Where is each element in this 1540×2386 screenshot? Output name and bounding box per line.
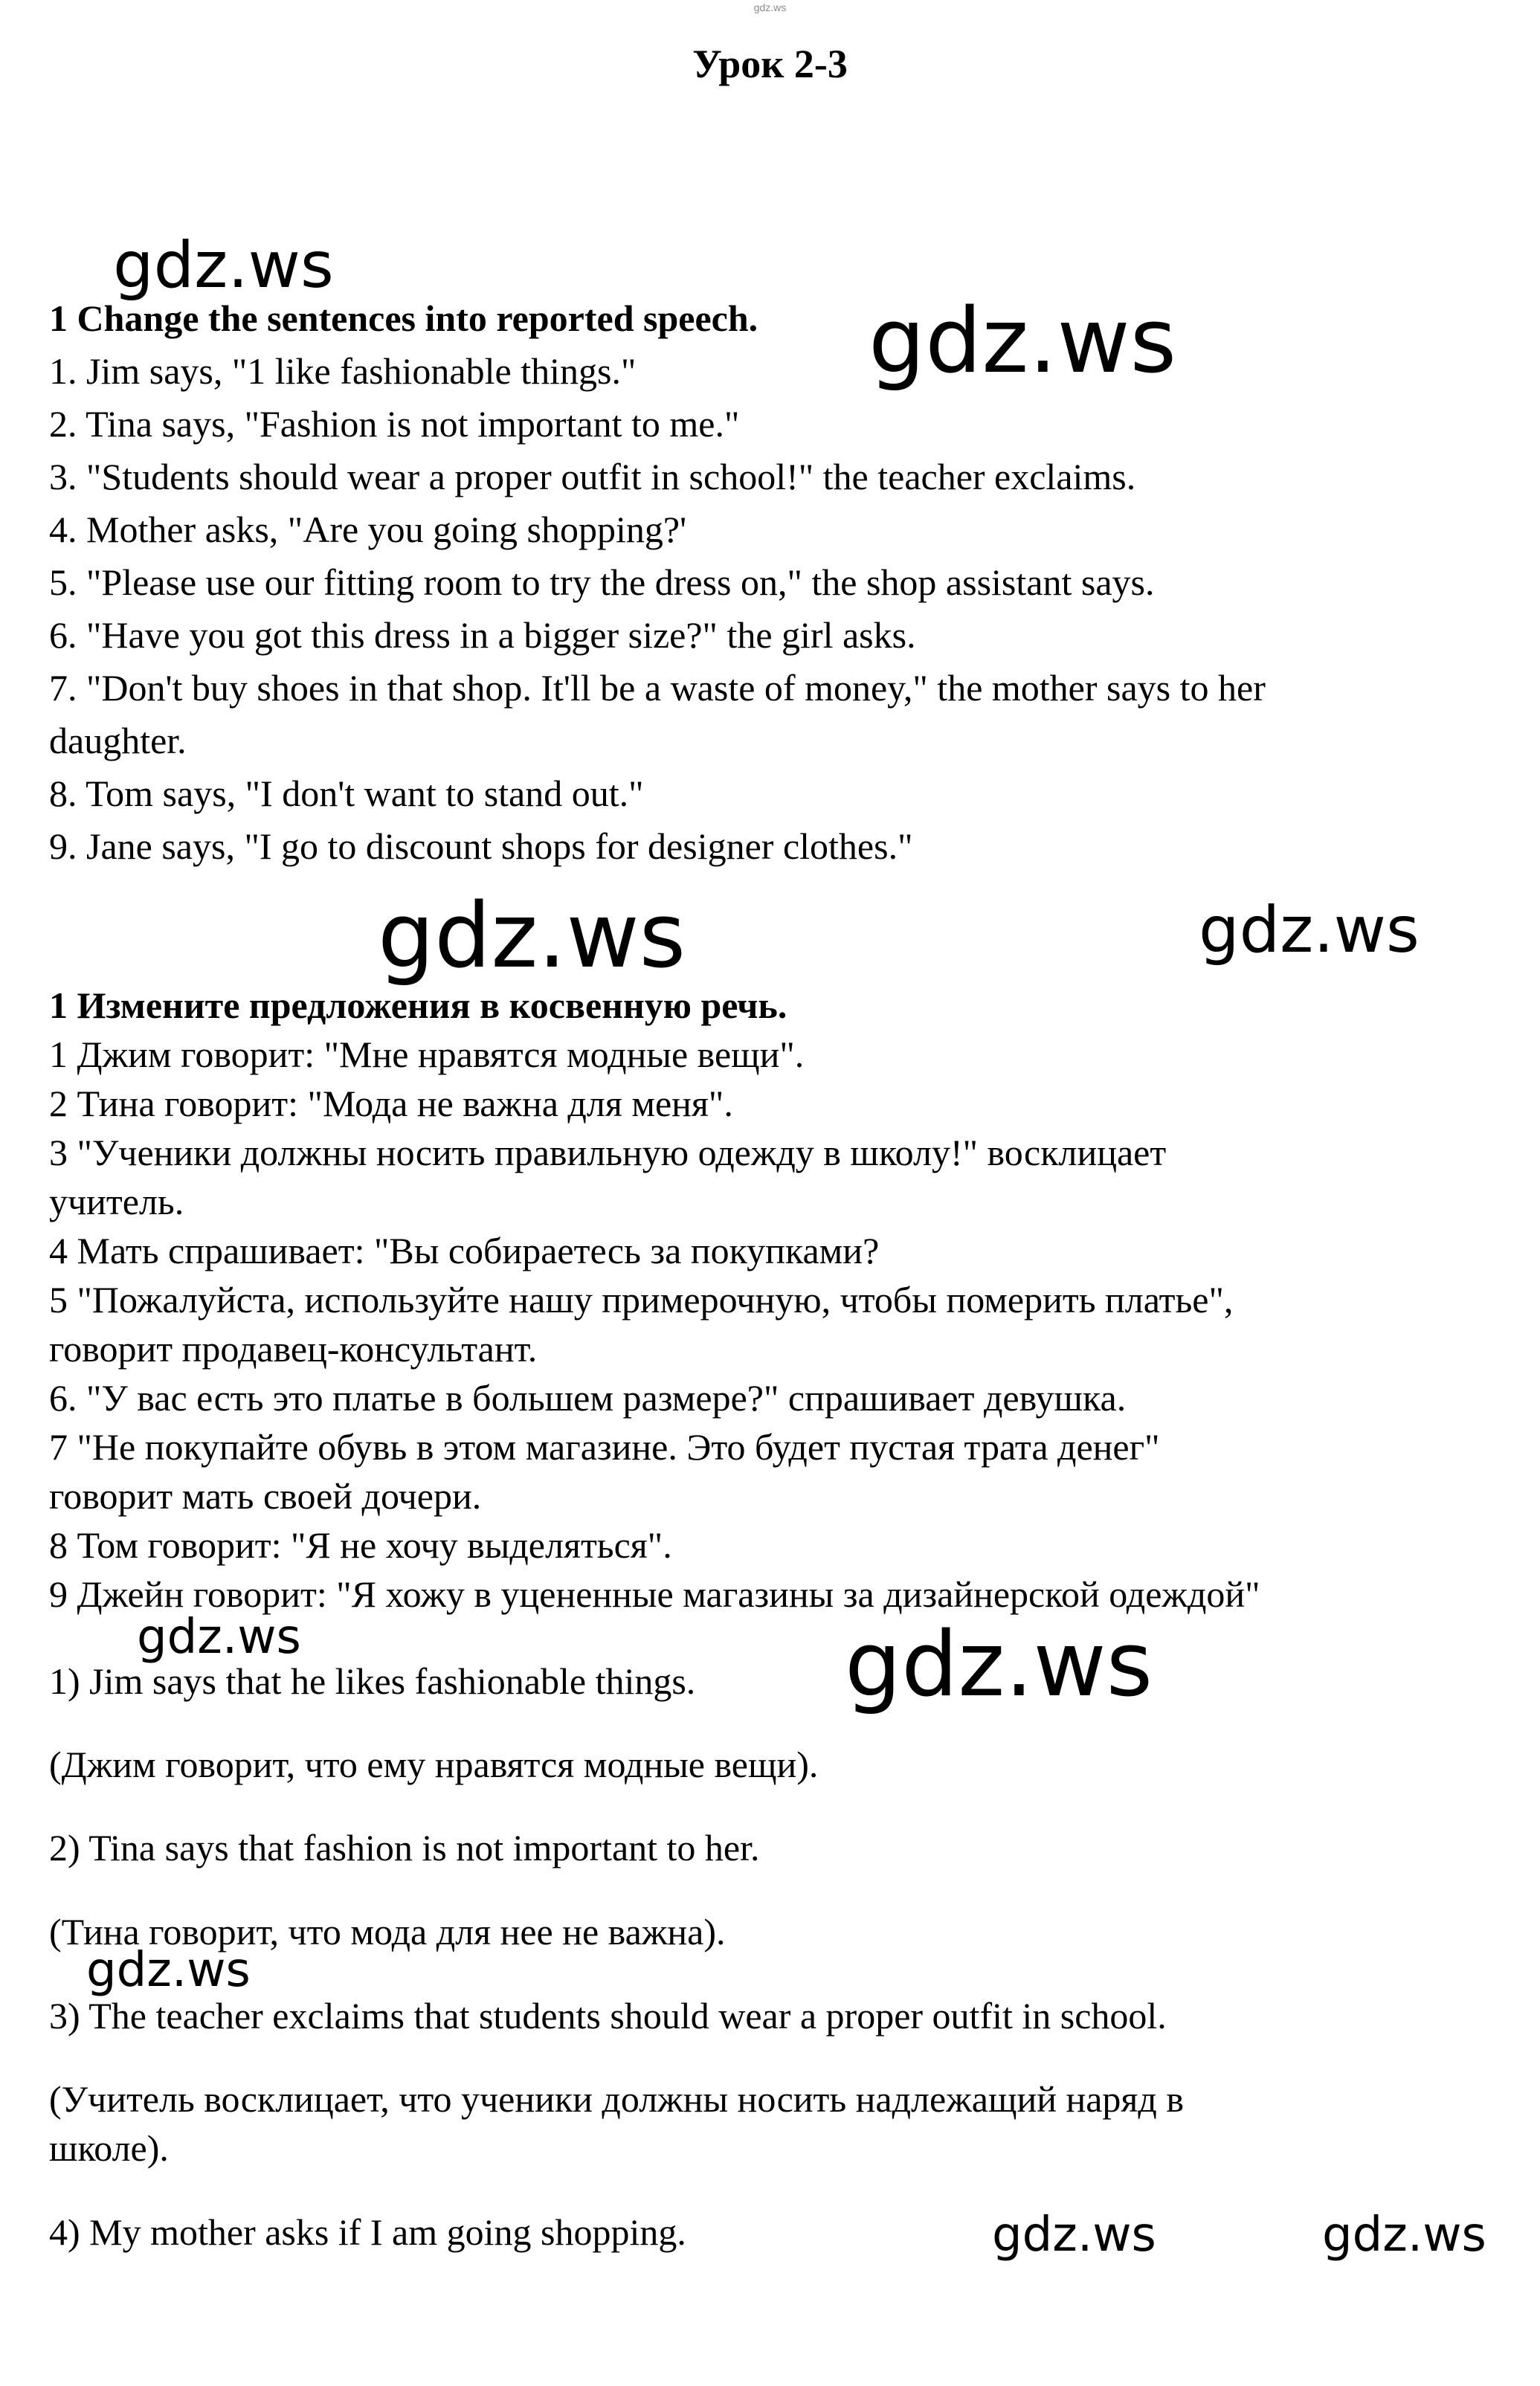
answer-block — [49, 1991, 1499, 2040]
answer-ru: школе). — [49, 2127, 169, 2169]
answer-en: 2) Tina says that fashion is not important to her. — [49, 1827, 760, 1869]
exercise-en — [49, 292, 1499, 873]
exercise-en-line: 7. "Don't buy shoes in that shop. It'll be a waste of money," the mother says to her — [49, 667, 1266, 709]
answer-block — [49, 2074, 1499, 2173]
answer-en: 1) Jim says that he likes fashionable things. — [49, 1660, 696, 1702]
answer-block — [49, 1740, 1499, 1789]
exercise-ru-line: говорит продавец-консультант. — [49, 1328, 538, 1370]
watermark: gdz.ws — [869, 290, 1177, 393]
answer-en: 4) My mother asks if I am going shopping. — [49, 2211, 686, 2253]
answer-block — [49, 2208, 1499, 2263]
watermark: gdz.ws — [378, 885, 686, 988]
watermark: gdz.ws — [86, 1943, 251, 1998]
watermark: gdz.ws — [113, 228, 334, 303]
exercise-ru — [49, 981, 1499, 1619]
watermark: gdz.ws — [845, 1613, 1153, 1717]
watermark: gdz.ws — [1322, 2208, 1486, 2263]
page-title: Урок 2-3 — [692, 42, 848, 86]
exercise-en-line: 3. "Students should wear a proper outfit in school!" the teacher exclaims. — [49, 456, 1136, 497]
exercise-en-line: 5. "Please use our fitting room to try the dress on," the shop assistant says. — [49, 561, 1155, 603]
exercise-ru-line: 8 Том говорит: "Я не хочу выделяться". — [49, 1524, 672, 1566]
exercise-ru-line: учитель. — [49, 1181, 184, 1222]
answer-block — [49, 1907, 1499, 1956]
answer-block — [49, 1823, 1499, 1872]
answer-ru: (Джим говорит, что ему нравятся модные вещи). — [49, 1744, 819, 1785]
exercise-ru-line: говорит мать своей дочери. — [49, 1475, 482, 1517]
exercise-en-line: 9. Jane says, "I go to discount shops for designer clothes." — [49, 825, 913, 867]
exercise-ru-line: 5 "Пожалуйста, используйте нашу примерочную, чтобы померить платье", — [49, 1279, 1234, 1321]
exercise-en-line: 2. Tina says, "Fashion is not important to me." — [49, 403, 740, 445]
exercise-ru-line: 1 Джим говорит: "Мне нравятся модные вещи". — [49, 1034, 805, 1075]
watermark: gdz.ws — [137, 1610, 301, 1665]
exercise-ru-line: 3 "Ученики должны носить правильную одежду в школу!" восклицает — [49, 1132, 1167, 1173]
exercise-en-line: 4. Mother asks, "Are you going shopping?' — [49, 509, 687, 550]
exercise-ru-line: 4 Мать спрашивает: "Вы собираетесь за покупками? — [49, 1230, 880, 1271]
exercise-en-line: 8. Tom says, "I don't want to stand out." — [49, 773, 644, 814]
exercise-en-line: 1. Jim says, "1 like fashionable things." — [49, 350, 637, 392]
watermark: gdz.ws — [1199, 893, 1420, 967]
top-watermark: gdz.ws — [753, 1, 787, 13]
watermark: gdz.ws — [992, 2208, 1156, 2263]
exercise-ru-line: 7 "Не покупайте обувь в этом магазине. Это будет пустая трата денег" — [49, 1426, 1160, 1468]
exercise-en-line: 6. "Have you got this dress in a bigger size?" the girl asks. — [49, 614, 916, 656]
exercise-ru-line: 6. "У вас есть это платье в большем размере?" спрашивает девушка. — [49, 1377, 1127, 1419]
exercise-ru-heading: 1 Измените предложения в косвенную речь. — [49, 984, 787, 1026]
exercise-ru-line: 9 Джейн говорит: "Я хожу в уцененные магазины за дизайнерской одеждой" — [49, 1573, 1260, 1615]
exercise-ru-line: 2 Тина говорит: "Мода не важна для меня". — [49, 1083, 733, 1124]
answer-en: 3) The teacher exclaims that students should wear a proper outfit in school. — [49, 1995, 1167, 2037]
exercise-en-line: daughter. — [49, 720, 187, 761]
exercise-en-heading: 1 Change the sentences into reported speech. — [49, 297, 758, 339]
answer-ru: (Учитель восклицает, что ученики должны носить надлежащий наряд в — [49, 2078, 1184, 2120]
answer-ru: (Тина говорит, что мода для нее не важна). — [49, 1911, 726, 1953]
